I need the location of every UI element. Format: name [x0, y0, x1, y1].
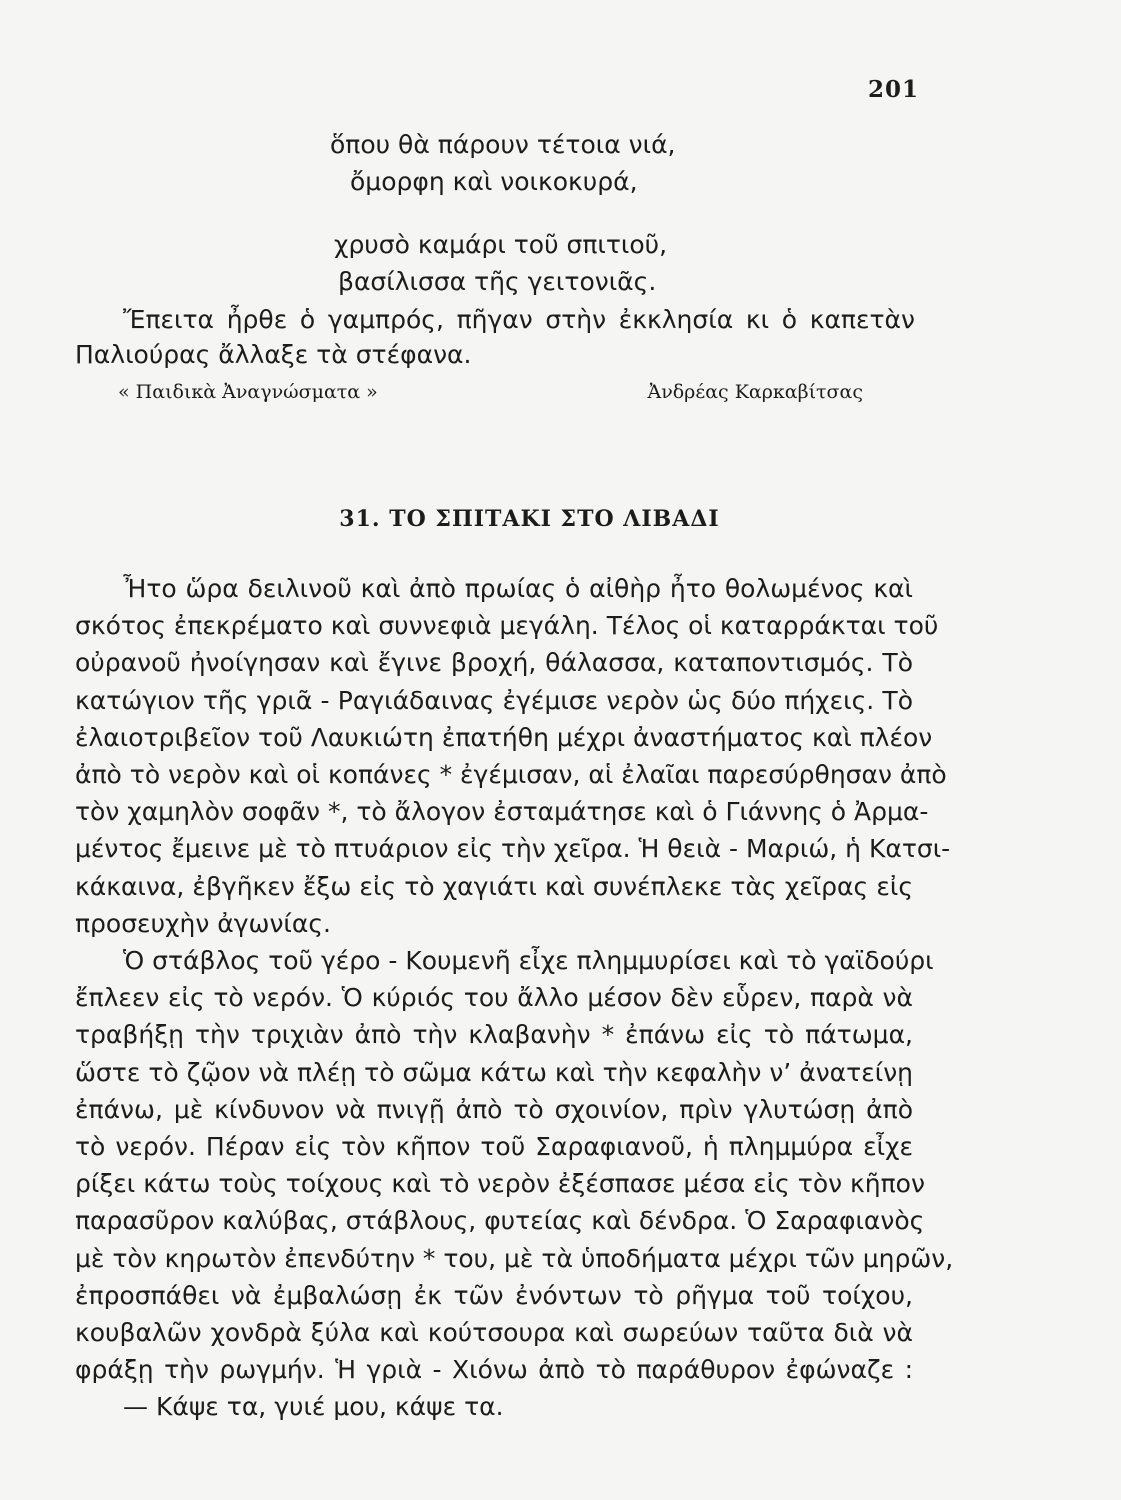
- section-heading: [0, 506, 1121, 532]
- body-text: [75, 570, 954, 1426]
- poem-line: βασίλισσα τῆς γειτονιᾶς.: [338, 267, 657, 296]
- source-author: Ἀνδρέας Καρκαβίτσας: [647, 381, 863, 403]
- source-book: « Παιδικὰ Ἀναγνώσματα »: [118, 381, 378, 403]
- text-line: Ἦτο ὥρα δειλινοῦ καὶ ἀπὸ πρωίας ὁ αἰθὴρ ἦτο θολωμένος καὶ: [123, 574, 913, 603]
- text-line: κατώγιον τῆς γριᾶ - Ραγιάδαινας ἐγέμισε νερὸν ὡς δύο πήχεις. Τὸ: [75, 685, 913, 715]
- text-line: ἐλαιοτριβεῖον τοῦ Λαυκιώτη ἐπατήθη μέχρι ἀναστήματος καὶ πλέον: [75, 722, 933, 752]
- text-line: ὥστε τὸ ζῷον νὰ πλέῃ τὸ σῶμα κάτω καὶ τὴν κεφαλὴν ν’ ἀνατείνῃ: [75, 1057, 913, 1087]
- text-line: ρίξει κάτω τοὺς τοίχους καὶ τὸ νερὸν ἐξέσπασε μέσα εἰς τὸν κῆπον: [75, 1169, 925, 1199]
- text-line: κουβαλῶν χονδρὰ ξύλα καὶ κούτσουρα καὶ σωρεύων ταῦτα διὰ νὰ: [75, 1318, 913, 1348]
- poem-stanza: [330, 126, 1000, 200]
- poem-line: ὄμορφη καὶ νοικοκυρά,: [350, 167, 638, 196]
- paragraph: [75, 942, 954, 1388]
- text-line: κάκαινα, ἐβγῆκεν ἔξω εἰς τὸ χαγιάτι καὶ συνέπλεκε τὰς χεῖρας εἰς: [75, 871, 913, 901]
- text-line: μὲ τὸν κηρωτὸν ἐπενδύτην * του, μὲ τὰ ὑποδήματα μέχρι τῶν μηρῶν,: [75, 1243, 954, 1273]
- poem: [0, 126, 1000, 326]
- text-line: φράξῃ τὴν ρωγμήν. Ἡ γριὰ - Χιόνω ἀπὸ τὸ παράθυρον ἐφώναζε :: [75, 1355, 913, 1385]
- text-line: ἔπλεεν εἰς τὸ νερόν. Ὁ κύριός του ἄλλο μέσον δὲν εὗρεν, παρὰ νὰ: [75, 983, 913, 1013]
- text-line: τὸν χαμηλὸν σοφᾶν *, τὸ ἄλογον ἐσταμάτησε καὶ ὁ Γιάννης ὁ Ἀρμα-: [75, 797, 929, 827]
- poem-stanza: [330, 226, 1000, 300]
- text-line: τραβήξῃ τὴν τριχιὰν ἀπὸ τὴν κλαβανὴν * ἐπάνω εἰς τὸ πάτωμα,: [75, 1020, 913, 1050]
- text-line: ἐπροσπάθει νὰ ἐμβαλώσῃ ἐκ τῶν ἐνόντων τὸ ρῆγμα τοῦ τοίχου,: [75, 1280, 913, 1310]
- text-line: ἐπάνω, μὲ κίνδυνον νὰ πνιγῇ ἀπὸ τὸ σχοινίον, πρὶν γλυτώσῃ ἀπὸ: [75, 1094, 913, 1124]
- paragraph: [75, 570, 951, 942]
- text-line: Παλιούρας ἄλλαξε τὰ στέφανα.: [75, 340, 472, 370]
- text-line: σκότος ἐπεκρέματο καὶ συννεφιὰ μεγάλη. Τέλος οἱ καταρράκται τοῦ: [75, 611, 939, 641]
- text-line: τὸ νερόν. Πέραν εἰς τὸν κῆπον τοῦ Σαραφιανοῦ, ἡ πλημμύρα εἶχε: [75, 1132, 913, 1162]
- text-line: προσευχὴν ἀγωνίας.: [75, 908, 331, 938]
- text-line: οὐρανοῦ ἠνοίγησαν καὶ ἔγινε βροχή, θάλασσα, καταποντισμός. Τὸ: [75, 648, 913, 678]
- dialogue-line: — Κάψε τα, γυιέ μου, κάψε τα.: [123, 1392, 504, 1422]
- text-line: Ὁ στάβλος τοῦ γέρο - Κουμενῆ εἶχε πλημμυρίσει καὶ τὸ γαϊδούρι: [123, 946, 934, 976]
- text-line: Ἔπειτα ἦρθε ὁ γαμπρός, πῆγαν στὴν ἐκκλησία κι ὁ καπετὰν: [123, 305, 915, 334]
- poem-line: χρυσὸ καμάρι τοῦ σπιτιοῦ,: [334, 230, 668, 259]
- poem-line: ὅπου θὰ πάρουν τέτοια νιά,: [330, 130, 676, 159]
- text-line: μέντος ἔμεινε μὲ τὸ πτυάριον εἰς τὴν χεῖρα. Ἡ θειὰ - Μαριώ, ἡ Κατσι-: [75, 834, 951, 864]
- closing-paragraph: [75, 302, 915, 372]
- text-line: ἀπὸ τὸ νερὸν καὶ οἱ κοπάνες * ἐγέμισαν, αἱ ἐλαῖαι παρεσύρθησαν ἀπὸ: [75, 760, 947, 790]
- source-attribution: [118, 381, 863, 403]
- page-number: 201: [868, 76, 920, 103]
- section-title: 31. ΤΟ ΣΠΙΤΑΚΙ ΣΤΟ ΛΙΒΑΔΙ: [339, 506, 720, 532]
- text-line: παρασῦρον καλύβας, στάβλους, φυτείας καὶ δένδρα. Ὁ Σαραφιανὸς: [75, 1206, 925, 1236]
